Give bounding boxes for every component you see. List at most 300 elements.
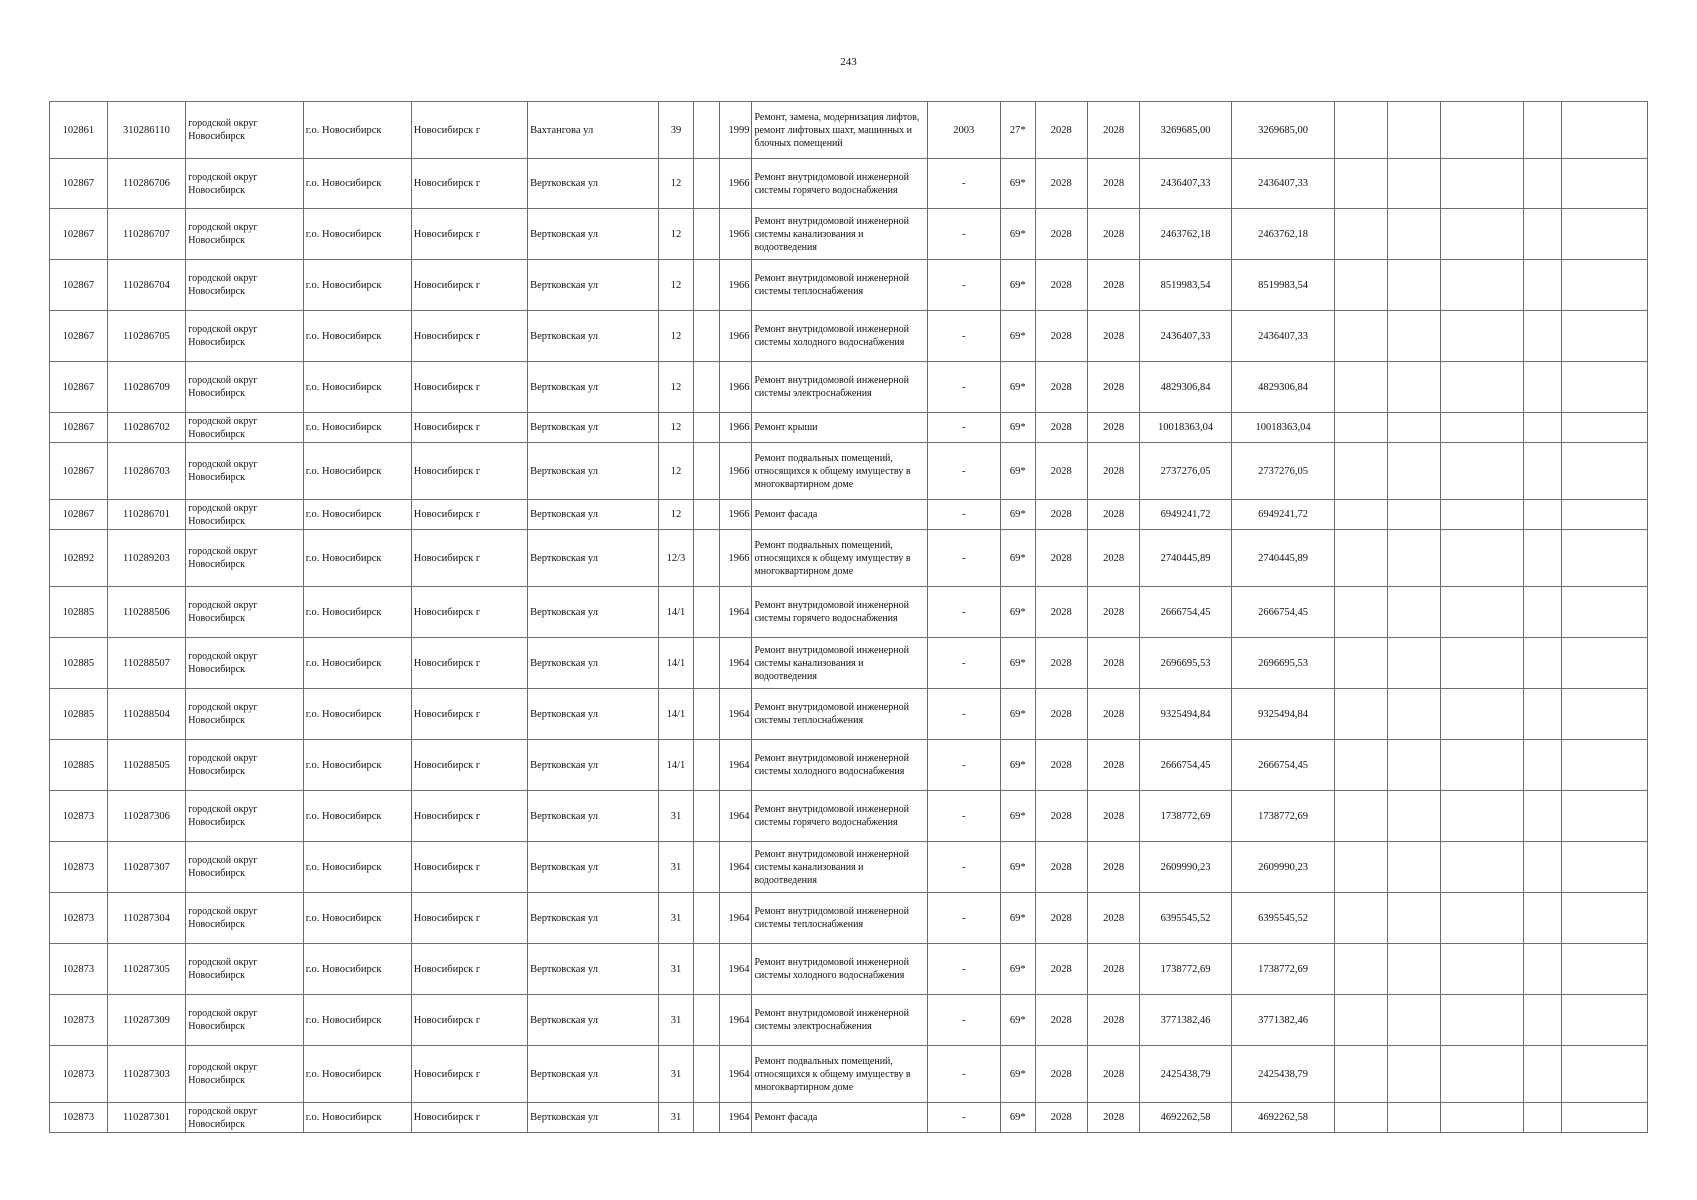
cell-empty <box>1441 530 1524 587</box>
cell-plan-year: 2028 <box>1035 1103 1087 1133</box>
cell-district: г.о. Новосибирск <box>303 102 411 159</box>
cell-municipality: городской округ Новосибирск <box>186 311 303 362</box>
cell-id: 102867 <box>50 311 108 362</box>
cell-empty <box>1387 413 1440 443</box>
cell-fact-year: 2028 <box>1087 413 1139 443</box>
cell-plan-year: 2028 <box>1035 587 1087 638</box>
cell-house: 14/1 <box>659 587 694 638</box>
cell-fact-year: 2028 <box>1087 102 1139 159</box>
cell-id: 102885 <box>50 587 108 638</box>
cell-lift-year: - <box>927 209 1000 260</box>
cell-empty <box>1387 530 1440 587</box>
cell-code: 110288504 <box>107 689 186 740</box>
cell-empty <box>693 995 719 1046</box>
cell-code: 110286702 <box>107 413 186 443</box>
cell-street: Вахтангова ул <box>528 102 659 159</box>
cell-total: 2609990,23 <box>1231 842 1335 893</box>
cell-work-type: Ремонт внутридомовой инженерной системы канализования и водоотведения <box>752 209 927 260</box>
cell-lift-year: - <box>927 842 1000 893</box>
cell-street: Вертковская ул <box>528 893 659 944</box>
cell-empty <box>693 689 719 740</box>
cell-cost: 4829306,84 <box>1140 362 1231 413</box>
cell-id: 102885 <box>50 638 108 689</box>
cell-code: 110288506 <box>107 587 186 638</box>
cell-empty <box>1335 362 1387 413</box>
cell-empty <box>1335 1103 1387 1133</box>
cell-empty <box>1524 102 1562 159</box>
cell-code: 110287309 <box>107 995 186 1046</box>
cell-house: 12 <box>659 209 694 260</box>
cell-lift-year: - <box>927 413 1000 443</box>
cell-id: 102867 <box>50 362 108 413</box>
cell-empty <box>1561 893 1647 944</box>
cell-id: 102892 <box>50 530 108 587</box>
cell-municipality: городской округ Новосибирск <box>186 893 303 944</box>
cell-municipality: городской округ Новосибирск <box>186 530 303 587</box>
table-row <box>50 1103 1648 1133</box>
cell-empty <box>1561 587 1647 638</box>
cell-empty <box>1561 995 1647 1046</box>
cell-street: Вертковская ул <box>528 1046 659 1103</box>
cell-district: г.о. Новосибирск <box>303 587 411 638</box>
cell-wear: 69* <box>1000 530 1035 587</box>
cell-work-type: Ремонт внутридомовой инженерной системы канализования и водоотведения <box>752 842 927 893</box>
cell-municipality: городской округ Новосибирск <box>186 159 303 209</box>
table-row <box>50 893 1648 944</box>
cell-id: 102867 <box>50 159 108 209</box>
cell-id: 102873 <box>50 842 108 893</box>
cell-cost: 2666754,45 <box>1140 587 1231 638</box>
cell-house: 12 <box>659 311 694 362</box>
cell-municipality: городской округ Новосибирск <box>186 587 303 638</box>
cell-district: г.о. Новосибирск <box>303 740 411 791</box>
table-row <box>50 500 1648 530</box>
cell-empty <box>1524 587 1562 638</box>
cell-wear: 69* <box>1000 740 1035 791</box>
cell-code: 110286704 <box>107 260 186 311</box>
cell-work-type: Ремонт внутридомовой инженерной системы холодного водоснабжения <box>752 311 927 362</box>
cell-total: 1738772,69 <box>1231 944 1335 995</box>
cell-code: 110287306 <box>107 791 186 842</box>
cell-empty <box>1441 638 1524 689</box>
cell-wear: 69* <box>1000 995 1035 1046</box>
cell-lift-year: - <box>927 159 1000 209</box>
cell-build-year: 1964 <box>719 638 752 689</box>
cell-total: 9325494,84 <box>1231 689 1335 740</box>
cell-id: 102873 <box>50 944 108 995</box>
cell-empty <box>1387 893 1440 944</box>
cell-code: 110286703 <box>107 443 186 500</box>
cell-total: 6395545,52 <box>1231 893 1335 944</box>
cell-empty <box>1524 995 1562 1046</box>
table-row <box>50 740 1648 791</box>
cell-total: 2696695,53 <box>1231 638 1335 689</box>
cell-empty <box>1387 362 1440 413</box>
cell-fact-year: 2028 <box>1087 260 1139 311</box>
cell-code: 110288505 <box>107 740 186 791</box>
cell-street: Вертковская ул <box>528 944 659 995</box>
table-row <box>50 260 1648 311</box>
cell-total: 2740445,89 <box>1231 530 1335 587</box>
cell-code: 310286110 <box>107 102 186 159</box>
table-row <box>50 944 1648 995</box>
cell-city: Новосибирск г <box>411 362 527 413</box>
cell-empty <box>1441 413 1524 443</box>
cell-fact-year: 2028 <box>1087 1046 1139 1103</box>
cell-municipality: городской округ Новосибирск <box>186 102 303 159</box>
cell-build-year: 1966 <box>719 443 752 500</box>
cell-empty <box>1387 689 1440 740</box>
cell-work-type: Ремонт внутридомовой инженерной системы горячего водоснабжения <box>752 587 927 638</box>
cell-empty <box>1524 791 1562 842</box>
cell-work-type: Ремонт крыши <box>752 413 927 443</box>
cell-empty <box>1335 209 1387 260</box>
cell-municipality: городской округ Новосибирск <box>186 1046 303 1103</box>
cell-work-type: Ремонт внутридомовой инженерной системы теплоснабжения <box>752 689 927 740</box>
cell-house: 31 <box>659 995 694 1046</box>
cell-fact-year: 2028 <box>1087 530 1139 587</box>
cell-wear: 69* <box>1000 159 1035 209</box>
cell-cost: 2609990,23 <box>1140 842 1231 893</box>
cell-empty <box>1561 944 1647 995</box>
cell-lift-year: - <box>927 530 1000 587</box>
cell-build-year: 1964 <box>719 791 752 842</box>
cell-total: 4829306,84 <box>1231 362 1335 413</box>
cell-house: 31 <box>659 893 694 944</box>
cell-plan-year: 2028 <box>1035 1046 1087 1103</box>
cell-id: 102861 <box>50 102 108 159</box>
cell-total: 2425438,79 <box>1231 1046 1335 1103</box>
cell-empty <box>1387 587 1440 638</box>
cell-city: Новосибирск г <box>411 443 527 500</box>
cell-street: Вертковская ул <box>528 740 659 791</box>
table-row <box>50 1046 1648 1103</box>
cell-id: 102873 <box>50 1103 108 1133</box>
cell-empty <box>1335 443 1387 500</box>
cell-empty <box>1524 311 1562 362</box>
cell-empty <box>1441 311 1524 362</box>
cell-empty <box>1335 944 1387 995</box>
cell-district: г.о. Новосибирск <box>303 995 411 1046</box>
cell-house: 12 <box>659 362 694 413</box>
cell-id: 102867 <box>50 443 108 500</box>
cell-work-type: Ремонт подвальных помещений, относящихся к общему имуществу в многоквартирном доме <box>752 530 927 587</box>
cell-empty <box>1441 209 1524 260</box>
cell-id: 102867 <box>50 500 108 530</box>
cell-lift-year: - <box>927 260 1000 311</box>
cell-wear: 27* <box>1000 102 1035 159</box>
cell-municipality: городской округ Новосибирск <box>186 944 303 995</box>
cell-empty <box>1524 209 1562 260</box>
cell-empty <box>1561 530 1647 587</box>
cell-empty <box>693 362 719 413</box>
cell-city: Новосибирск г <box>411 209 527 260</box>
cell-municipality: городской округ Новосибирск <box>186 443 303 500</box>
cell-plan-year: 2028 <box>1035 209 1087 260</box>
cell-empty <box>1387 740 1440 791</box>
cell-cost: 10018363,04 <box>1140 413 1231 443</box>
cell-build-year: 1964 <box>719 995 752 1046</box>
cell-wear: 69* <box>1000 791 1035 842</box>
table-row <box>50 443 1648 500</box>
cell-id: 102867 <box>50 209 108 260</box>
cell-empty <box>1335 638 1387 689</box>
table-body <box>50 102 1648 1133</box>
cell-empty <box>1387 443 1440 500</box>
cell-municipality: городской округ Новосибирск <box>186 413 303 443</box>
cell-street: Вертковская ул <box>528 842 659 893</box>
cell-cost: 8519983,54 <box>1140 260 1231 311</box>
cell-lift-year: - <box>927 791 1000 842</box>
cell-empty <box>693 260 719 311</box>
cell-street: Вертковская ул <box>528 159 659 209</box>
cell-empty <box>693 587 719 638</box>
cell-total: 2436407,33 <box>1231 159 1335 209</box>
cell-wear: 69* <box>1000 893 1035 944</box>
cell-empty <box>1441 362 1524 413</box>
cell-plan-year: 2028 <box>1035 102 1087 159</box>
cell-city: Новосибирск г <box>411 1046 527 1103</box>
cell-plan-year: 2028 <box>1035 842 1087 893</box>
cell-build-year: 1964 <box>719 842 752 893</box>
cell-empty <box>1387 1046 1440 1103</box>
cell-build-year: 1964 <box>719 944 752 995</box>
table-row <box>50 311 1648 362</box>
cell-fact-year: 2028 <box>1087 638 1139 689</box>
cell-empty <box>1387 260 1440 311</box>
table-row <box>50 102 1648 159</box>
cell-empty <box>1524 1103 1562 1133</box>
cell-empty <box>1441 791 1524 842</box>
cell-cost: 2425438,79 <box>1140 1046 1231 1103</box>
cell-build-year: 1964 <box>719 1103 752 1133</box>
cell-house: 31 <box>659 791 694 842</box>
cell-empty <box>1524 689 1562 740</box>
cell-city: Новосибирск г <box>411 159 527 209</box>
cell-cost: 2696695,53 <box>1140 638 1231 689</box>
cell-cost: 1738772,69 <box>1140 944 1231 995</box>
cell-city: Новосибирск г <box>411 413 527 443</box>
cell-empty <box>1561 842 1647 893</box>
cell-work-type: Ремонт внутридомовой инженерной системы теплоснабжения <box>752 893 927 944</box>
cell-empty <box>1524 260 1562 311</box>
cell-code: 110287304 <box>107 893 186 944</box>
cell-municipality: городской округ Новосибирск <box>186 689 303 740</box>
cell-house: 14/1 <box>659 689 694 740</box>
cell-district: г.о. Новосибирск <box>303 638 411 689</box>
table-row <box>50 209 1648 260</box>
cell-empty <box>693 500 719 530</box>
cell-empty <box>693 102 719 159</box>
cell-empty <box>1387 311 1440 362</box>
cell-fact-year: 2028 <box>1087 740 1139 791</box>
cell-id: 102873 <box>50 893 108 944</box>
cell-district: г.о. Новосибирск <box>303 944 411 995</box>
cell-total: 2666754,45 <box>1231 587 1335 638</box>
cell-empty <box>1387 500 1440 530</box>
cell-empty <box>1524 740 1562 791</box>
cell-empty <box>1387 209 1440 260</box>
cell-total: 6949241,72 <box>1231 500 1335 530</box>
cell-empty <box>1335 311 1387 362</box>
cell-lift-year: - <box>927 1103 1000 1133</box>
cell-plan-year: 2028 <box>1035 791 1087 842</box>
cell-city: Новосибирск г <box>411 530 527 587</box>
cell-cost: 2463762,18 <box>1140 209 1231 260</box>
cell-empty <box>1524 530 1562 587</box>
cell-plan-year: 2028 <box>1035 413 1087 443</box>
cell-code: 110286705 <box>107 311 186 362</box>
cell-total: 2737276,05 <box>1231 443 1335 500</box>
cell-empty <box>1441 260 1524 311</box>
cell-empty <box>693 159 719 209</box>
cell-house: 31 <box>659 944 694 995</box>
cell-code: 110289203 <box>107 530 186 587</box>
cell-district: г.о. Новосибирск <box>303 159 411 209</box>
cell-build-year: 1964 <box>719 689 752 740</box>
cell-lift-year: - <box>927 311 1000 362</box>
cell-fact-year: 2028 <box>1087 893 1139 944</box>
cell-empty <box>1387 944 1440 995</box>
cell-empty <box>1441 842 1524 893</box>
cell-district: г.о. Новосибирск <box>303 209 411 260</box>
cell-build-year: 1966 <box>719 260 752 311</box>
cell-code: 110286706 <box>107 159 186 209</box>
cell-build-year: 1966 <box>719 530 752 587</box>
cell-lift-year: - <box>927 587 1000 638</box>
cell-empty <box>693 413 719 443</box>
cell-city: Новосибирск г <box>411 893 527 944</box>
cell-empty <box>1335 842 1387 893</box>
cell-municipality: городской округ Новосибирск <box>186 362 303 413</box>
cell-wear: 69* <box>1000 209 1035 260</box>
cell-build-year: 1966 <box>719 413 752 443</box>
cell-id: 102873 <box>50 1046 108 1103</box>
cell-house: 39 <box>659 102 694 159</box>
cell-house: 31 <box>659 1046 694 1103</box>
cell-work-type: Ремонт внутридомовой инженерной системы электроснабжения <box>752 995 927 1046</box>
cell-city: Новосибирск г <box>411 260 527 311</box>
cell-wear: 69* <box>1000 689 1035 740</box>
cell-empty <box>1561 260 1647 311</box>
table-row <box>50 413 1648 443</box>
cell-work-type: Ремонт фасада <box>752 500 927 530</box>
page-number: 243 <box>840 56 857 68</box>
cell-municipality: городской округ Новосибирск <box>186 995 303 1046</box>
cell-street: Вертковская ул <box>528 791 659 842</box>
cell-empty <box>1387 1103 1440 1133</box>
cell-empty <box>1561 159 1647 209</box>
cell-work-type: Ремонт внутридомовой инженерной системы холодного водоснабжения <box>752 944 927 995</box>
cell-empty <box>1561 740 1647 791</box>
cell-empty <box>1335 689 1387 740</box>
cell-cost: 6395545,52 <box>1140 893 1231 944</box>
cell-total: 10018363,04 <box>1231 413 1335 443</box>
cell-code: 110287303 <box>107 1046 186 1103</box>
cell-empty <box>1524 500 1562 530</box>
cell-cost: 1738772,69 <box>1140 791 1231 842</box>
cell-build-year: 1964 <box>719 587 752 638</box>
cell-empty <box>693 791 719 842</box>
cell-street: Вертковская ул <box>528 995 659 1046</box>
cell-build-year: 1964 <box>719 740 752 791</box>
cell-municipality: городской округ Новосибирск <box>186 842 303 893</box>
cell-total: 2666754,45 <box>1231 740 1335 791</box>
cell-street: Вертковская ул <box>528 638 659 689</box>
cell-lift-year: - <box>927 638 1000 689</box>
cell-street: Вертковская ул <box>528 311 659 362</box>
cell-fact-year: 2028 <box>1087 689 1139 740</box>
cell-municipality: городской округ Новосибирск <box>186 260 303 311</box>
cell-city: Новосибирск г <box>411 842 527 893</box>
cell-total: 4692262,58 <box>1231 1103 1335 1133</box>
cell-empty <box>1524 159 1562 209</box>
cell-empty <box>1441 944 1524 995</box>
cell-empty <box>1524 842 1562 893</box>
cell-work-type: Ремонт внутридомовой инженерной системы горячего водоснабжения <box>752 159 927 209</box>
cell-empty <box>1335 587 1387 638</box>
cell-plan-year: 2028 <box>1035 362 1087 413</box>
cell-district: г.о. Новосибирск <box>303 791 411 842</box>
cell-street: Вертковская ул <box>528 413 659 443</box>
cell-cost: 6949241,72 <box>1140 500 1231 530</box>
cell-id: 102867 <box>50 413 108 443</box>
cell-cost: 2737276,05 <box>1140 443 1231 500</box>
cell-plan-year: 2028 <box>1035 311 1087 362</box>
cell-cost: 2436407,33 <box>1140 311 1231 362</box>
cell-fact-year: 2028 <box>1087 587 1139 638</box>
cell-code: 110288507 <box>107 638 186 689</box>
cell-empty <box>1441 740 1524 791</box>
cell-lift-year: - <box>927 995 1000 1046</box>
cell-street: Вертковская ул <box>528 362 659 413</box>
cell-empty <box>1335 1046 1387 1103</box>
cell-wear: 69* <box>1000 1046 1035 1103</box>
cell-district: г.о. Новосибирск <box>303 500 411 530</box>
cell-work-type: Ремонт внутридомовой инженерной системы канализования и водоотведения <box>752 638 927 689</box>
cell-house: 31 <box>659 842 694 893</box>
cell-empty <box>1561 689 1647 740</box>
cell-city: Новосибирск г <box>411 102 527 159</box>
cell-code: 110287305 <box>107 944 186 995</box>
cell-wear: 69* <box>1000 500 1035 530</box>
cell-house: 12 <box>659 413 694 443</box>
cell-empty <box>1441 689 1524 740</box>
cell-street: Вертковская ул <box>528 500 659 530</box>
cell-district: г.о. Новосибирск <box>303 1046 411 1103</box>
cell-work-type: Ремонт внутридомовой инженерной системы теплоснабжения <box>752 260 927 311</box>
cell-empty <box>1441 443 1524 500</box>
cell-district: г.о. Новосибирск <box>303 689 411 740</box>
cell-build-year: 1964 <box>719 1046 752 1103</box>
cell-wear: 69* <box>1000 362 1035 413</box>
table-row <box>50 362 1648 413</box>
cell-empty <box>1335 500 1387 530</box>
cell-district: г.о. Новосибирск <box>303 842 411 893</box>
cell-fact-year: 2028 <box>1087 842 1139 893</box>
cell-plan-year: 2028 <box>1035 893 1087 944</box>
cell-fact-year: 2028 <box>1087 159 1139 209</box>
cell-lift-year: - <box>927 1046 1000 1103</box>
cell-empty <box>1524 944 1562 995</box>
cell-total: 2463762,18 <box>1231 209 1335 260</box>
cell-cost: 2666754,45 <box>1140 740 1231 791</box>
cell-work-type: Ремонт фасада <box>752 1103 927 1133</box>
cell-code: 110286707 <box>107 209 186 260</box>
cell-empty <box>1335 530 1387 587</box>
cell-empty <box>1524 893 1562 944</box>
repair-registry-table <box>49 101 1648 1133</box>
